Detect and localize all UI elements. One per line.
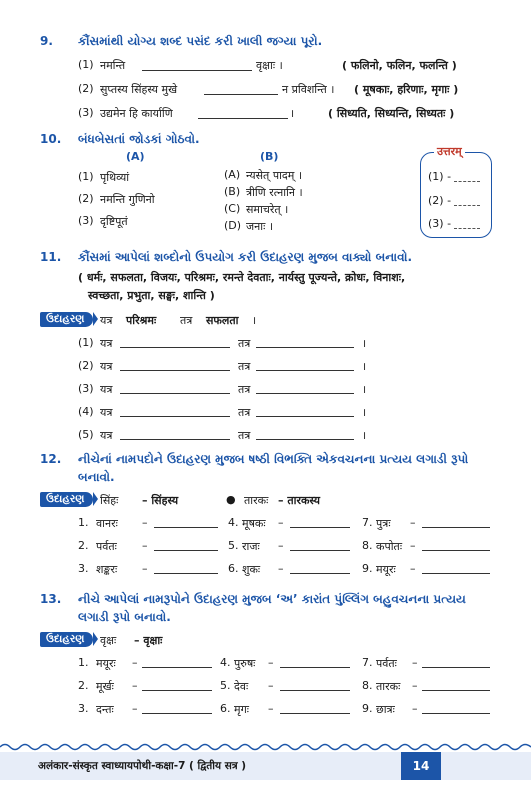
q13-item7-num: 7. [362, 656, 373, 669]
q12-item4-blank[interactable] [290, 527, 350, 528]
q12-item5-num: 5. [228, 539, 239, 552]
q11-row2-yatra: यत्र [100, 360, 113, 373]
q11-row3-blank1[interactable] [120, 393, 230, 394]
q11-row2-blank1[interactable] [120, 370, 230, 371]
q10-b1-text: न्यसेत् पादम् । [246, 169, 303, 182]
q9-item2-pre: सुप्तस्य सिंहस्य मुखे [100, 83, 178, 96]
q10-a2-text: नमन्ति गुणिनो [100, 193, 155, 206]
q12-item4-dash: – [278, 516, 284, 529]
q12-item2-dash: – [142, 539, 148, 552]
q10-b1-num: (A) [224, 168, 241, 181]
q10-a1-num: (1) [78, 170, 94, 183]
q10-answer2-label: (2) - [428, 194, 452, 207]
q12-item7-blank[interactable] [422, 527, 490, 528]
q12-item1-word: वानरः [96, 517, 118, 530]
q11-row3-num: (3) [78, 382, 94, 395]
q9-item1-post: वृक्षाः । [256, 59, 283, 72]
q11-row4-danda: । [362, 406, 367, 419]
q13-item7-dash: – [412, 656, 418, 669]
q11-row1-num: (1) [78, 336, 94, 349]
q12-item7-dash: – [410, 516, 416, 529]
q12-item4-word: मूषकः [242, 517, 266, 530]
q12-item6-word: शुकः [242, 563, 261, 576]
q11-row2-tatra: तत्र [238, 360, 251, 373]
q13-item8-dash: – [412, 679, 418, 692]
q13-item3-num: 3. [78, 702, 89, 715]
q13-item1-word: मयूरः [96, 657, 116, 670]
q13-item9-word: छात्रः [376, 703, 395, 716]
q11-row4-tatra: तत्र [238, 406, 251, 419]
q12-item2-blank[interactable] [154, 550, 218, 551]
q11-example-yatra: यत्र [100, 314, 113, 327]
q11-row5-tatra: तत्र [238, 429, 251, 442]
q12-item8-word: कपोतः [376, 540, 403, 553]
q10-answer1-blank[interactable] [454, 181, 480, 182]
q11-word-list-line1: ( धर्मः, सफलता, विजयः, परिश्रमः, रमन्ते देवताः, नार्यस्तु पूज्यन्ते, क्रोधः, विनाशः, [78, 271, 406, 284]
q9-item1-blank[interactable] [142, 70, 252, 71]
q9-item3-options: ( सिध्यति, सिध्यन्ति, सिध्यतः ) [328, 107, 455, 120]
q12-item6-num: 6. [228, 562, 239, 575]
q12-item1-dash: – [142, 516, 148, 529]
q11-example-tatra: तत्र [180, 314, 193, 327]
q11-row1-blank1[interactable] [120, 347, 230, 348]
q9-title: કૌંસમાંથી યોગ્ય શબ્દ પસંદ કરી ખાલી જગ્યા પૂરો. [78, 34, 323, 48]
q13-item8-num: 8. [362, 679, 373, 692]
q12-item9-num: 9. [362, 562, 373, 575]
q10-answer1-label: (1) - [428, 170, 452, 183]
q12-item9-word: मयूरः [376, 563, 396, 576]
q11-row3-tatra: तत्र [238, 383, 251, 396]
q9-item1-pre: नमन्ति [100, 59, 126, 72]
q12-example-bullet: ● [226, 493, 236, 506]
q9-item2-options: ( मूषकाः, हरिणाः, मृगाः ) [354, 83, 459, 96]
q9-number: 9. [40, 34, 53, 48]
q13-item3-word: दन्तः [96, 703, 114, 716]
q9-item2-post: न प्रविशन्ति । [282, 83, 335, 96]
q13-item4-word: पुरुषः [234, 657, 256, 670]
q10-answer2-blank[interactable] [454, 205, 480, 206]
q13-item2-blank[interactable] [142, 690, 212, 691]
footer-wave-divider [0, 742, 531, 752]
q13-item4-dash: – [268, 656, 274, 669]
q13-example-badge: ઉદાહરણ [40, 632, 93, 647]
q10-title: બંધબેસતાં જોડકાં ગોઠવો. [78, 132, 200, 146]
q13-item9-num: 9. [362, 702, 373, 715]
q12-item6-dash: – [278, 562, 284, 575]
q10-a2-num: (2) [78, 192, 94, 205]
q12-item7-word: पुत्रः [376, 517, 391, 530]
q11-row2-num: (2) [78, 359, 94, 372]
q11-example-word1: परिश्रमः [126, 314, 157, 327]
q12-example1-answer: – सिंहस्य [142, 494, 179, 507]
q11-row1-yatra: यत्र [100, 337, 113, 350]
q9-item3-post: । [290, 107, 295, 120]
q10-b4-text: जनाः । [246, 220, 274, 233]
q13-item5-dash: – [268, 679, 274, 692]
q9-item1-options: ( फलिनो, फलिन, फलन्ति ) [342, 59, 457, 72]
q13-item6-blank[interactable] [280, 713, 350, 714]
q13-number: 13. [40, 592, 62, 606]
q10-b4-num: (D) [224, 219, 242, 232]
q12-title-line2: બનાવો. [78, 470, 115, 484]
q9-item3-blank[interactable] [198, 118, 288, 119]
q10-col-b-header: (B) [260, 150, 279, 163]
q11-row1-tatra: तत्र [238, 337, 251, 350]
q13-item9-dash: – [412, 702, 418, 715]
q12-item3-dash: – [142, 562, 148, 575]
q13-item7-word: पर्वतः [376, 657, 397, 670]
q13-item6-dash: – [268, 702, 274, 715]
q13-item6-num: 6. [220, 702, 231, 715]
q13-example-answer: – वृक्षाः [134, 634, 163, 647]
q13-item3-dash: – [132, 702, 138, 715]
q11-example-badge: ઉદાહરણ [40, 312, 93, 327]
footer-book-title: अलंकार-संस्कृत स्वाध्यायपोथी-कक्षा-7 ( द्वितीय सत्र ) [38, 760, 247, 772]
q12-item9-dash: – [410, 562, 416, 575]
q11-row5-num: (5) [78, 428, 94, 441]
q12-item3-blank[interactable] [154, 573, 218, 574]
q10-a1-text: पृथिव्यां [100, 171, 130, 184]
q11-word-list-line2: स्वच्छता, प्रभुता, सङ्घः, शान्ति ) [88, 289, 215, 302]
q13-item4-num: 4. [220, 656, 231, 669]
q12-item7-num: 7. [362, 516, 373, 529]
q12-item5-word: राजः [242, 540, 260, 553]
q12-item3-num: 3. [78, 562, 89, 575]
q13-item2-num: 2. [78, 679, 89, 692]
q10-b3-num: (C) [224, 202, 241, 215]
q13-example-word: वृक्षः [100, 634, 117, 647]
q11-row4-num: (4) [78, 405, 94, 418]
q10-b2-num: (B) [224, 185, 241, 198]
q13-item8-blank[interactable] [422, 690, 490, 691]
q12-item2-num: 2. [78, 539, 89, 552]
q13-item1-num: 1. [78, 656, 89, 669]
q12-example2-word: तारकः [244, 494, 269, 507]
q10-answer3-blank[interactable] [454, 228, 480, 229]
q12-number: 12. [40, 452, 62, 466]
q12-item8-dash: – [410, 539, 416, 552]
q13-item1-blank[interactable] [142, 667, 212, 668]
q9-item3-num: (3) [78, 106, 94, 119]
q12-item4-num: 4. [228, 516, 239, 529]
q13-item1-dash: – [132, 656, 138, 669]
q11-row5-blank2[interactable] [256, 439, 354, 440]
q10-answer3-label: (3) - [428, 217, 452, 230]
q13-item2-word: मूर्खः [96, 680, 114, 693]
q11-row5-yatra: यत्र [100, 429, 113, 442]
q11-row5-danda: । [362, 429, 367, 442]
q12-example2-answer: – तारकस्य [278, 494, 321, 507]
q9-item1-num: (1) [78, 58, 94, 71]
q13-item8-word: तारकः [376, 680, 401, 693]
q12-item1-num: 1. [78, 516, 89, 529]
q10-b3-text: समाचरेत् । [246, 203, 289, 216]
q11-row4-blank1[interactable] [120, 416, 230, 417]
q10-b2-text: त्रीणि रत्नानि । [246, 186, 303, 199]
q12-item2-word: पर्वतः [96, 540, 117, 553]
q12-item6-blank[interactable] [290, 573, 350, 574]
q11-row3-blank2[interactable] [256, 393, 354, 394]
q11-row2-blank2[interactable] [256, 370, 354, 371]
q11-row4-blank2[interactable] [256, 416, 354, 417]
q13-item7-blank[interactable] [422, 667, 490, 668]
q11-example-word2: सफलता [206, 314, 239, 327]
q13-item3-blank[interactable] [142, 713, 212, 714]
q11-row5-blank1[interactable] [120, 439, 230, 440]
q12-item9-blank[interactable] [422, 573, 490, 574]
q13-item5-word: देवः [234, 680, 249, 693]
q10-a3-num: (3) [78, 214, 94, 227]
q12-item8-blank[interactable] [422, 550, 490, 551]
q13-item5-num: 5. [220, 679, 231, 692]
q12-item8-num: 8. [362, 539, 373, 552]
q11-row1-danda: । [362, 337, 367, 350]
answer-box-label: उत्तरम् [434, 144, 465, 159]
q11-example-danda: । [252, 314, 257, 327]
q13-item9-blank[interactable] [422, 713, 490, 714]
q13-title-line2: લગાડી રૂપો બનાવો. [78, 610, 171, 624]
q12-item3-word: शङ्करः [96, 563, 118, 576]
q12-example-badge: ઉદાહરણ [40, 492, 93, 507]
q12-item5-blank[interactable] [290, 550, 350, 551]
q11-row1-blank2[interactable] [256, 347, 354, 348]
q11-row4-yatra: यत्र [100, 406, 113, 419]
q13-title-line1: નીચે આપેલાં નામરૂપોને ઉદાહરણ મુજબ ‘અ’ કારાંત પુંલ્લિંગ બહુવચનના પ્રત્યય [78, 592, 466, 606]
q12-title-line1: નીચેનાં નામપદોને ઉદાહરણ મુજબ ષષ્ઠી વિભક્તિ એકવચનના પ્રત્યય લગાડી રૂપો [78, 452, 469, 466]
q12-example1-word: सिंहः [100, 494, 119, 507]
q9-item2-blank[interactable] [204, 94, 278, 95]
q9-item2-num: (2) [78, 82, 94, 95]
q10-col-a-header: (A) [126, 150, 145, 163]
q11-row3-yatra: यत्र [100, 383, 113, 396]
q13-item4-blank[interactable] [280, 667, 350, 668]
q12-item1-blank[interactable] [154, 527, 218, 528]
q12-item5-dash: – [278, 539, 284, 552]
page-number: 14 [401, 752, 441, 780]
q13-item6-word: मृगः [234, 703, 249, 716]
q10-a3-text: दृष्टिपूतं [100, 215, 128, 228]
q10-number: 10. [40, 132, 62, 146]
q11-row2-danda: । [362, 360, 367, 373]
q11-title: કૌંસમાં આપેલાં શબ્દોનો ઉપયોગ કરી ઉદાહરણ મુજબ વાક્યો બનાવો. [78, 250, 413, 264]
q13-item5-blank[interactable] [280, 690, 350, 691]
q11-number: 11. [40, 250, 62, 264]
q9-item3-pre: उद्यमेन हि कार्याणि [100, 107, 173, 120]
q13-item2-dash: – [132, 679, 138, 692]
q11-row3-danda: । [362, 383, 367, 396]
